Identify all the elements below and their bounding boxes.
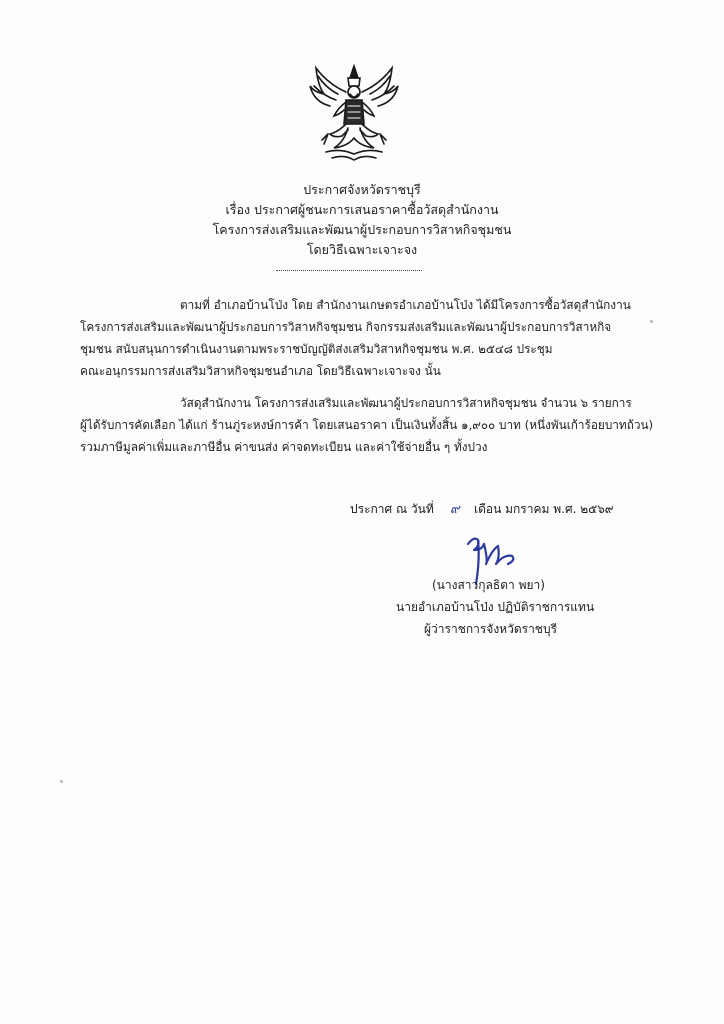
paragraph-line: ตามที่ อำเภอบ้านโป่ง โดย สำนักงานเกษตรอำเภอบ้านโป่ง ได้มีโครงการซื้อวัสดุสำนักงาน xyxy=(180,298,631,312)
document-subject: เรื่อง ประกาศผู้ชนะการเสนอราคาซื้อวัสดุสำนักงาน xyxy=(225,202,499,217)
scan-speck xyxy=(650,320,653,323)
signatory-position: ผู้ว่าราชการจังหวัดราชบุรี xyxy=(424,622,558,636)
paragraph-line: ผู้ได้รับการคัดเลือก ได้แก่ ร้านภู่ระหงษ์การค้า โดยเสนอราคา เป็นเงินทั้งสิ้น ๑,๙๐๐ บาท (หนึ่งพันเก้าร้อยบาทถ้วน) xyxy=(80,418,654,432)
paragraph-line: คณะอนุกรรมการส่งเสริมวิสาหกิจชุมชนอำเภอ โดยวิธีเฉพาะเจาะจง นั้น xyxy=(80,364,441,378)
announce-month-year: เดือน มกราคม พ.ศ. ๒๕๖๙ xyxy=(474,502,614,516)
signatory-name: (นางสาวกุลธิดา พยา) xyxy=(432,578,545,592)
document-method: โดยวิธีเฉพาะเจาะจง xyxy=(306,242,418,257)
paragraph-line: โครงการส่งเสริมและพัฒนาผู้ประกอบการวิสาหกิจชุมชน กิจกรรมส่งเสริมและพัฒนาผู้ประกอบการวิสาหกิจ xyxy=(80,320,612,334)
document-project: โครงการส่งเสริมและพัฒนาผู้ประกอบการวิสาหกิจชุมชน xyxy=(212,222,512,237)
paragraph-line: รวมภาษีมูลค่าเพิ่มและภาษีอื่น ค่าขนส่ง ค่าจดทะเบียน และค่าใช้จ่ายอื่น ๆ ทั้งปวง xyxy=(80,440,488,454)
announce-day: ๙ xyxy=(450,502,460,517)
document-title: ประกาศจังหวัดราชบุรี xyxy=(303,182,421,197)
garuda-emblem xyxy=(304,62,404,166)
paragraph-line: ชุมชน สนับสนุนการดำเนินงานตามพระราชบัญญัติส่งเสริมวิสาหกิจชุมชน พ.ศ. ๒๕๔๘ ประชุม xyxy=(80,342,553,356)
paragraph-line: วัสดุสำนักงาน โครงการส่งเสริมและพัฒนาผู้ประกอบการวิสาหกิจชุมชน จำนวน ๖ รายการ xyxy=(180,396,632,410)
announce-label: ประกาศ ณ วันที่ xyxy=(350,502,434,516)
scan-speck xyxy=(60,780,63,783)
signatory-position: นายอำเภอบ้านโป่ง ปฏิบัติราชการแทน xyxy=(396,600,595,614)
header-divider xyxy=(276,270,422,271)
